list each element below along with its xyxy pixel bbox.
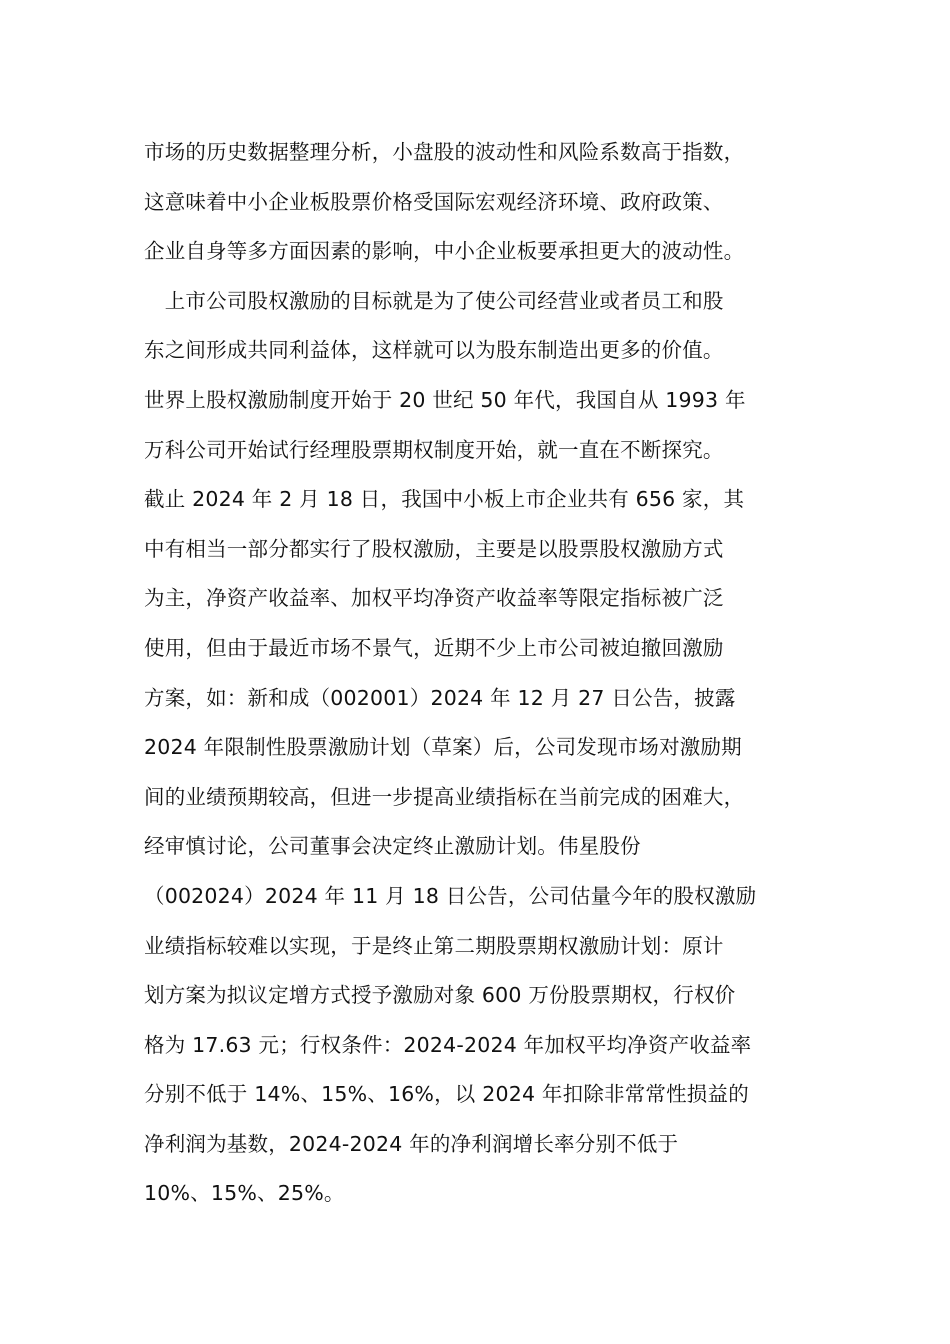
text-line: 业绩指标较难以实现，于是终止第二期股票期权激励计划：原计 bbox=[144, 933, 724, 958]
text-line: 2024 年限制性股票激励计划（草案）后，公司发现市场对激励期 bbox=[144, 735, 742, 760]
text-line: 分别不低于 14%、15%、16%，以 2024 年扣除非常常性损益的 bbox=[144, 1082, 749, 1107]
body-text bbox=[144, 128, 804, 1219]
text-line: 这意味着中小企业板股票价格受国际宏观经济环境、政府政策、 bbox=[144, 189, 724, 214]
text-line: 使用，但由于最近市场不景气，近期不少上市公司被迫撤回激励 bbox=[144, 635, 724, 660]
text-line: 10%、15%、25%。 bbox=[144, 1181, 345, 1206]
text-line: 方案，如：新和成（002001）2024 年 12 月 27 日公告，披露 bbox=[144, 685, 736, 710]
text-line: 东之间形成共同利益体，这样就可以为股东制造出更多的价值。 bbox=[144, 338, 724, 363]
text-line: 世界上股权激励制度开始于 20 世纪 50 年代，我国自从 1993 年 bbox=[144, 387, 746, 412]
text-line: 万科公司开始试行经理股票期权制度开始，就一直在不断探究。 bbox=[144, 437, 724, 462]
text-line: 企业自身等多方面因素的影响，中小企业板要承担更大的波动性。 bbox=[144, 239, 745, 264]
text-line: 为主，净资产收益率、加权平均净资产收益率等限定指标被广泛 bbox=[144, 586, 724, 611]
text-line: 净利润为基数，2024-2024 年的净利润增长率分别不低于 bbox=[144, 1131, 679, 1156]
text-line: 间的业绩预期较高，但进一步提高业绩指标在当前完成的困难大， bbox=[144, 784, 745, 809]
text-line: 划方案为拟议定增方式授予激励对象 600 万份股票期权，行权价 bbox=[144, 983, 736, 1008]
text-line: 中有相当一部分都实行了股权激励，主要是以股票股权激励方式 bbox=[144, 536, 724, 561]
text-line: 市场的历史数据整理分析，小盘股的波动性和风险系数高于指数， bbox=[144, 140, 745, 164]
text-line: 上市公司股权激励的目标就是为了使公司经营业或者员工和股 bbox=[144, 288, 724, 313]
text-line: 截止 2024 年 2 月 18 日，我国中小板上市企业共有 656 家，其 bbox=[144, 487, 745, 512]
text-line: （002024）2024 年 11 月 18 日公告，公司估量今年的股权激励 bbox=[144, 883, 757, 908]
text-line: 格为 17.63 元；行权条件：2024-2024 年加权平均净资产收益率 bbox=[144, 1032, 752, 1057]
text-line: 经审慎讨论，公司董事会决定终止激励计划。伟星股份 bbox=[144, 834, 641, 859]
